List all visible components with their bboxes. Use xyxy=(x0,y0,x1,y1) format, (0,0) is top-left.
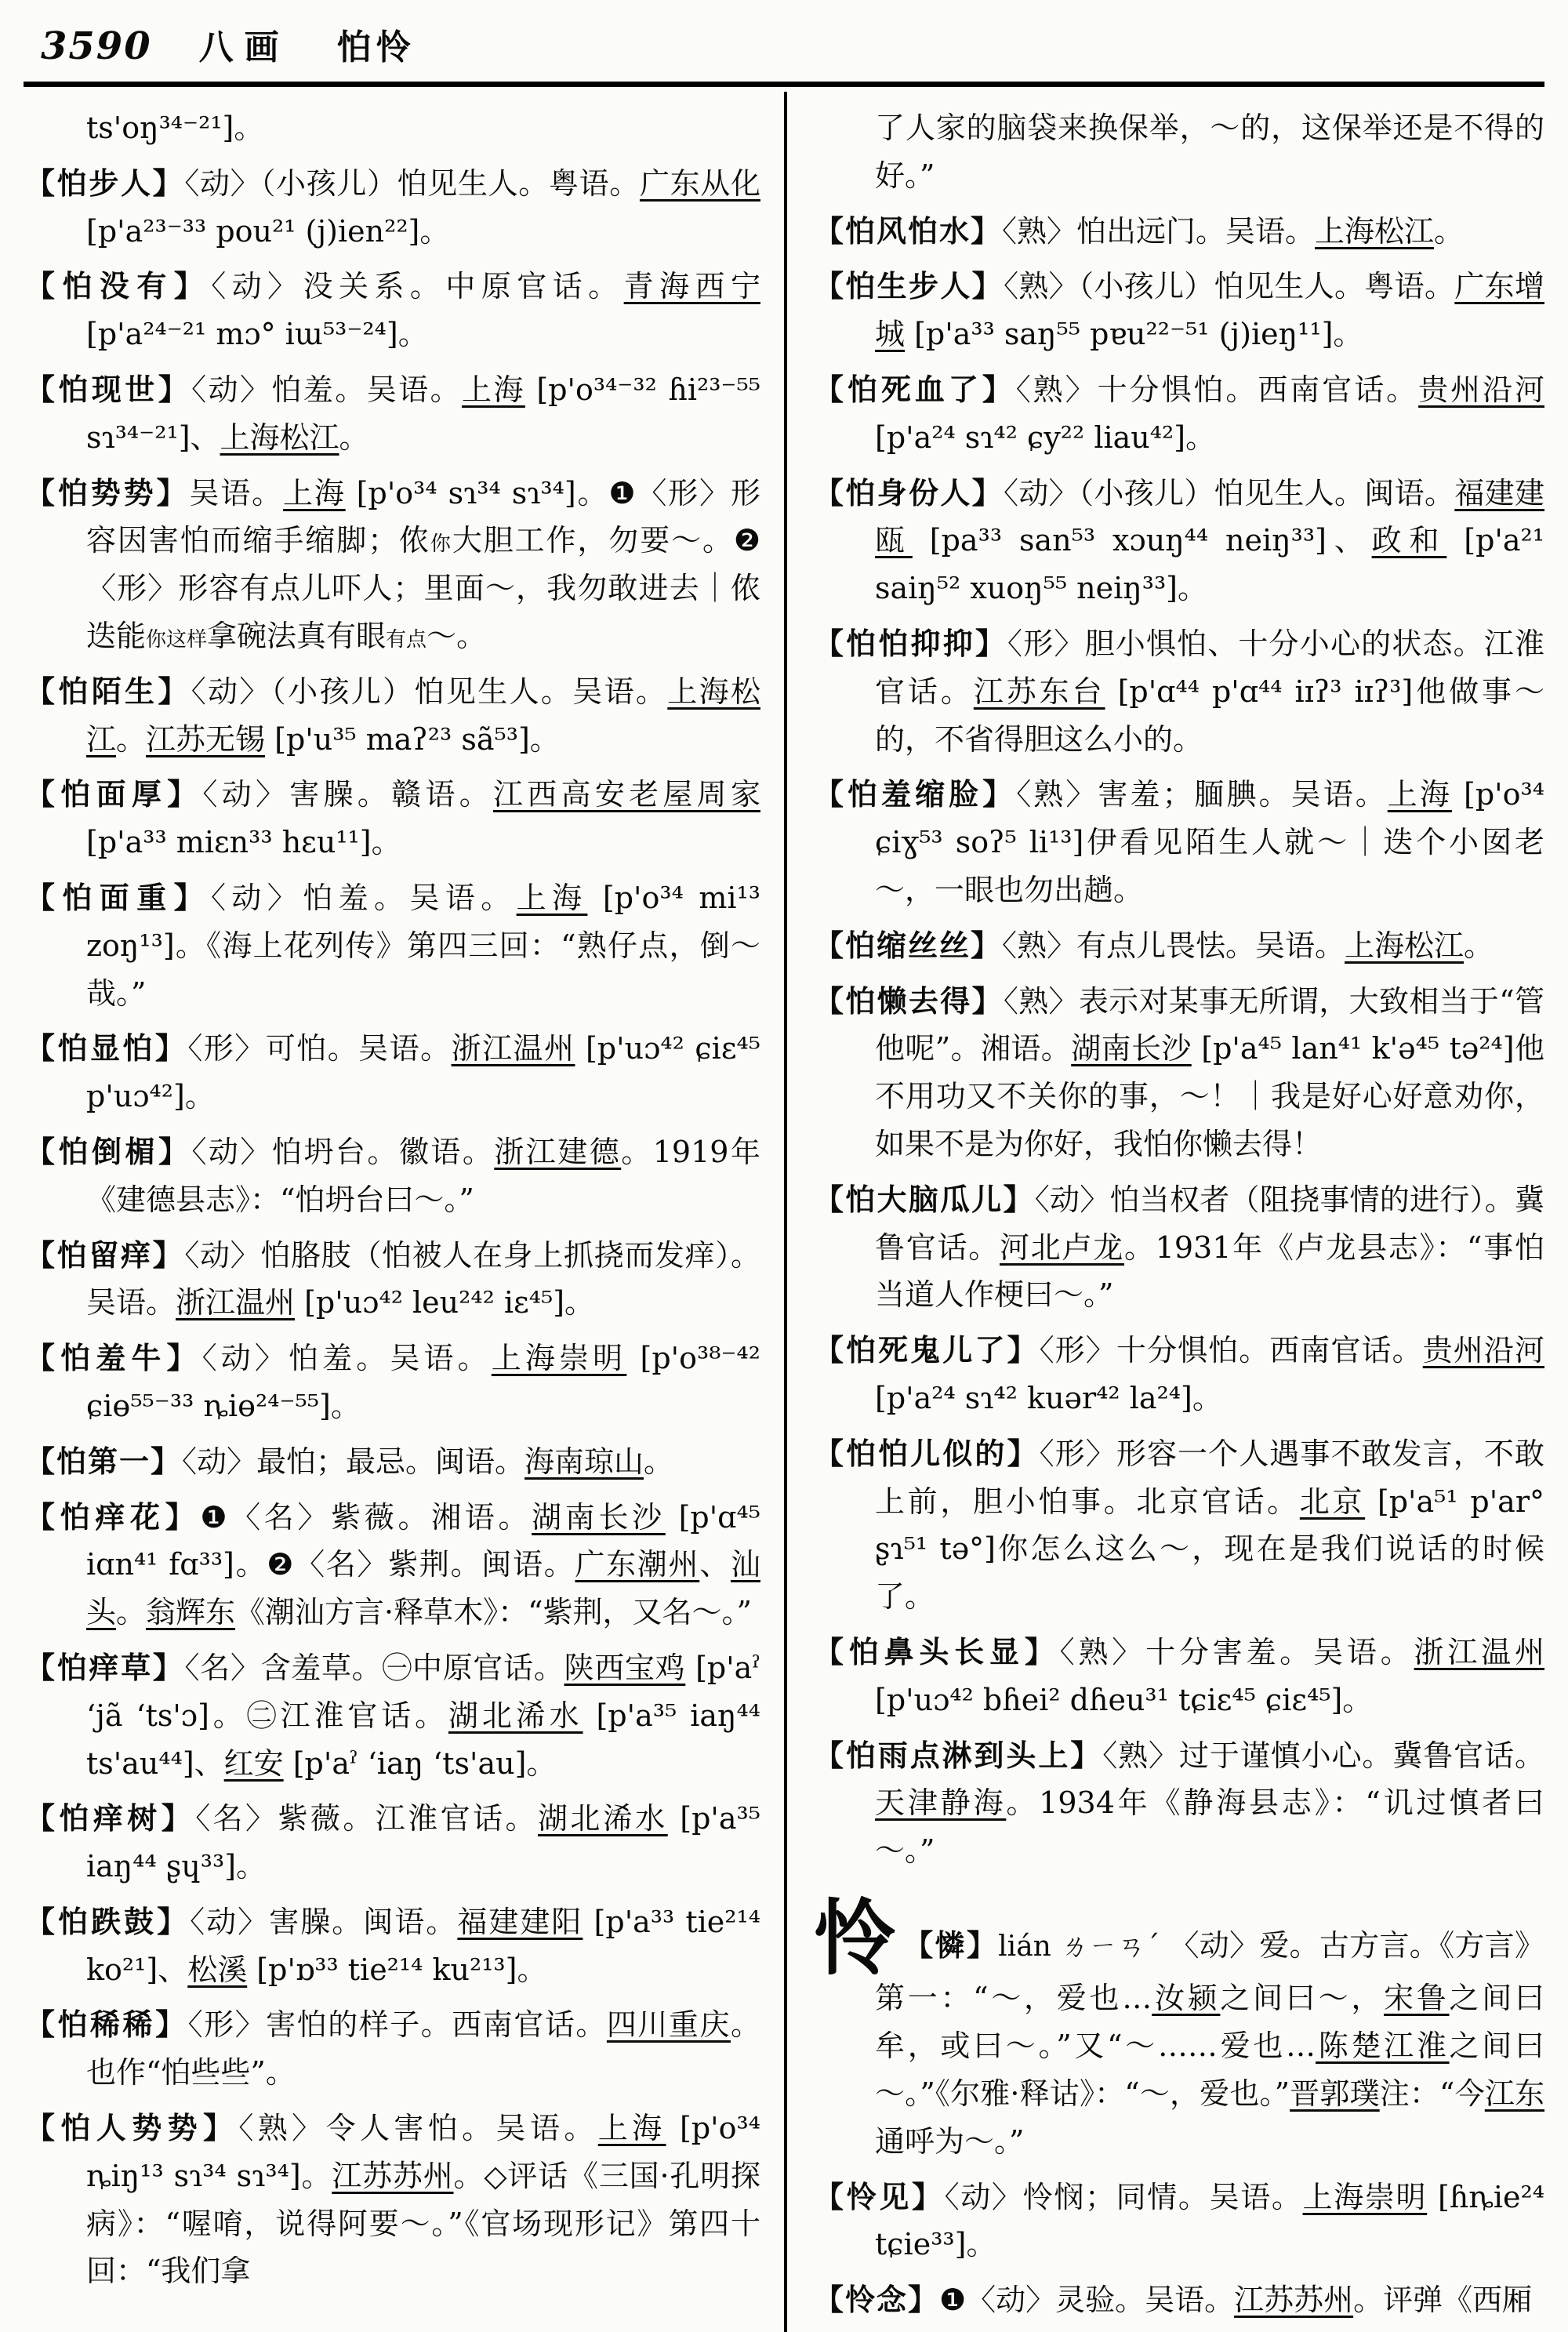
entry-definition: 〈动〉怕胳肢（怕被人在身上抓挠而发痒）。吴语。浙江温州 [p'uɔ⁴² leu²⁴² iɛ⁴⁵]。 xyxy=(86,1237,760,1320)
entry-headword: 【怕羞缩脸】 xyxy=(814,776,1017,812)
entry-headword: 【怕陌生】 xyxy=(25,673,191,709)
entry-definition: 〈动〉怕羞。吴语。上海崇明 [p'o³⁸⁻⁴² ɕiɵ⁵⁵⁻³³ ȵiɵ²⁴⁻⁵⁵]。 xyxy=(86,1341,760,1423)
dictionary-entry xyxy=(25,1128,760,1224)
page-header xyxy=(24,16,1544,82)
pronunciation: lián ㄌㄧㄢˊ xyxy=(998,1930,1170,1963)
dictionary-entry xyxy=(25,470,760,660)
dictionary-entry xyxy=(25,1335,760,1430)
dictionary-entry xyxy=(814,366,1544,462)
entry-headword: 【怕怕抑抑】 xyxy=(814,625,1008,661)
continuation-text xyxy=(25,104,760,152)
entry-headword: 【怕雨点淋到头上】 xyxy=(814,1737,1103,1773)
entry-definition: 〈动〉怜悯；同情。吴语。上海崇明 [ɦȵie²⁴ tɕie³³]。 xyxy=(875,2179,1544,2262)
entry-definition: ❶〈动〉灵验。吴语。江苏苏州。评弹《西厢 xyxy=(939,2283,1533,2318)
entry-definition: 〈动〉害臊。赣语。江西高安老屋周家 [p'a³³ miɛn³³ hɛu¹¹]。 xyxy=(86,777,760,860)
entry-definition: 〈熟〉过于谨慎小心。冀鲁官话。天津静海。1934年《静海县志》：“讥过慎者曰～。” xyxy=(875,1738,1544,1869)
dictionary-entry xyxy=(814,620,1544,763)
entry-headword: 【怕倒楣】 xyxy=(25,1133,192,1169)
entry-headword: 【怕痒花】 xyxy=(25,1498,201,1535)
entry-definition: 〈熟〉（小孩儿）怕见生人。粤语。广东增城 [p'a³³ saŋ⁵⁵ pɐu²²⁻⁵¹ (j)ieŋ¹¹]。 xyxy=(875,269,1544,352)
stroke-count-section: 八画 xyxy=(198,27,290,67)
entry-definition: 〈动〉怕当权者（阻挠事情的进行）。冀鲁官话。河北卢龙。1931年《卢龙县志》：“事怕当道人作梗曰～。” xyxy=(875,1182,1544,1313)
dictionary-entry xyxy=(814,1629,1544,1724)
dictionary-entry xyxy=(25,668,760,764)
entry-headword: 【怕第一】 xyxy=(25,1443,183,1479)
entry-definition: ❶〈名〉紫薇。湘语。湖南长沙 [p'ɑ⁴⁵ iɑn⁴¹ fɑ³³]。❷〈名〉紫荆。闽语。广东潮州、汕头。翁辉东《潮汕方言·释草木》：“紫荆，又名～。” xyxy=(86,1499,760,1630)
dictionary-entry xyxy=(25,1232,760,1328)
traditional-form: 【憐】 xyxy=(903,1927,999,1963)
entry-headword: 【怕留痒】 xyxy=(25,1237,185,1273)
dictionary-entry xyxy=(25,1025,760,1121)
entry-definition: 〈熟〉表示对某事无所谓，大致相当于“管他呢”。湘语。湖南长沙 [p'a⁴⁵ lan⁴¹ k'ə⁴⁵ tə²⁴]他不用功又不关你的事，～！｜我是好心好意劝你，如果不是为你好，我怕你懒去得！ xyxy=(875,983,1544,1161)
dictionary-entry xyxy=(25,2105,760,2295)
head-character: 怜 xyxy=(814,1889,896,1986)
entry-headword: 【怕现世】 xyxy=(25,371,192,407)
entry-headword: 【怕稀稀】 xyxy=(25,2007,188,2043)
entry-headword: 【怕风怕水】 xyxy=(814,212,1003,249)
entry-definition: 〈熟〉有点儿畏怯。吴语。上海松江。 xyxy=(1002,928,1494,963)
entry-definition: 〈动〉（小孩儿）怕见生人。吴语。上海松江。江苏无锡 [p'u³⁵ maʔ²³ sã⁵³]。 xyxy=(86,674,760,757)
right-column xyxy=(784,92,1544,2332)
entry-headword: 【怕步人】 xyxy=(25,165,185,201)
entry-definition: 〈动〉怕坍台。徽语。浙江建德。1919年《建德县志》：“怕坍台曰～。” xyxy=(86,1134,760,1217)
entry-definition: 吴语。上海 [p'o³⁴ sɿ³⁴ sɿ³⁴]。❶〈形〉形容因害怕而缩手缩脚；侬你大胆工作，勿要～。❷〈形〉形容有点儿吓人；里面～，我勿敢进去｜侬迭能你这样拿碗法真有眼有点～。 xyxy=(86,475,760,653)
entry-headword: 【怜念】 xyxy=(814,2282,940,2318)
dictionary-entry xyxy=(25,874,760,1017)
entry-definition: 了人家的脑袋来换保举，～的，这保举还是不得的好。” xyxy=(875,111,1544,193)
dictionary-entry xyxy=(814,263,1544,358)
entry-definition: 〈形〉害怕的样子。西南官话。四川重庆。也作“怕些些”。 xyxy=(86,2007,760,2090)
dictionary-entry xyxy=(814,2276,1544,2324)
dictionary-entry xyxy=(25,263,760,358)
dictionary-entry xyxy=(25,2001,760,2097)
dictionary-entry xyxy=(814,208,1544,256)
dictionary-entry xyxy=(25,1644,760,1787)
dictionary-entry xyxy=(25,1898,760,1994)
entry-definition: 〈熟〉怕出远门。吴语。上海松江。 xyxy=(1002,213,1465,249)
dictionary-entry xyxy=(814,978,1544,1168)
dictionary-entry xyxy=(814,922,1544,970)
continuation-text xyxy=(814,104,1544,200)
entry-headword: 【怕痒树】 xyxy=(25,1800,196,1836)
entry-definition: 〈熟〉十分害羞。吴语。浙江温州 [p'uɔ⁴² bɦei² dɦeu³¹ tɕiɛ⁴⁵ ɕiɛ⁴⁵]。 xyxy=(875,1634,1544,1717)
entry-headword: 【怕鼻头长显】 xyxy=(814,1633,1060,1669)
entry-headword: 【怕羞牛】 xyxy=(25,1340,202,1376)
entry-headword: 【怕跌鼓】 xyxy=(25,1903,191,1939)
dictionary-entry xyxy=(814,2174,1544,2269)
entry-headword: 【怕人势势】 xyxy=(25,2110,239,2146)
dictionary-entry xyxy=(25,771,760,866)
dictionary-entry xyxy=(814,470,1544,612)
entry-definition: 〈动〉爱。古方言。《方言》第一：“～，爱也…汝颍之间曰～，宋鲁之间曰牟，或曰～。”又“～……爱也…陈楚江淮之间曰～。”《尔雅·释诂》：“～，爱也。”晋郭璞注：“今江东通呼为～。” xyxy=(875,1927,1544,2159)
entry-definition: ts'oŋ³⁴⁻²¹]。 xyxy=(86,111,264,145)
dictionary-entry xyxy=(814,1732,1544,1875)
entry-definition: 〈动〉害臊。闽语。福建建阳 [p'a³³ tie²¹⁴ ko²¹]、松溪 [p'ɒ³³ tie²¹⁴ ku²¹³]。 xyxy=(86,1904,760,1987)
entry-definition: 〈形〉可怕。吴语。浙江温州 [p'uɔ⁴² ɕiɛ⁴⁵ p'uɔ⁴²]。 xyxy=(86,1031,760,1114)
entry-definition: 〈动〉怕羞。吴语。上海 [p'o³⁴⁻³² ɦi²³⁻⁵⁵ sɿ³⁴⁻²¹]、上海松江。 xyxy=(86,372,760,455)
entry-headword: 【怕死血了】 xyxy=(814,371,1016,407)
dictionary-entry xyxy=(25,1438,760,1486)
entry-definition: 〈动〉（小孩儿）怕见生人。闽语。福建建瓯 [pa³³ san⁵³ xɔuŋ⁴⁴ neiŋ³³]、政和 [p'a²¹ saiŋ⁵² xuoŋ⁵⁵ neiŋ³³]。 xyxy=(875,475,1544,606)
header-rule xyxy=(24,82,1544,87)
entry-headword: 【怕死鬼儿了】 xyxy=(814,1332,1040,1368)
dictionary-entry xyxy=(814,771,1544,914)
entry-headword: 【怜见】 xyxy=(814,2178,945,2214)
entry-definition: 〈形〉形容一个人遇事不敢发言，不敢上前，胆小怕事。北京官话。北京 [p'a⁵¹ p'ar° ʂɿ⁵¹ tə°]你怎么这么～，现在是我们说话的时候了。 xyxy=(875,1436,1544,1615)
entry-headword: 【怕面厚】 xyxy=(25,776,203,812)
page-number: 3590 xyxy=(41,24,152,68)
entry-definition: 〈形〉胆小惧怕、十分小心的状态。江淮官话。江苏东台 [p'ɑ⁴⁴ p'ɑ⁴⁴ iɪʔ³ iɪʔ³]他做事～的，不省得胆这么小的。 xyxy=(875,626,1544,757)
entry-definition: 〈名〉紫薇。江淮官话。湖北浠水 [p'a³⁵ iaŋ⁴⁴ ʂɥ³³]。 xyxy=(86,1801,760,1884)
entry-definition: 〈形〉十分惧怕。西南官话。贵州沿河 [p'a²⁴ sɿ⁴² kuər⁴² la²⁴]。 xyxy=(875,1333,1544,1415)
entry-headword: 【怕缩丝丝】 xyxy=(814,927,1003,963)
two-column-body xyxy=(24,92,1544,2332)
entry-definition: 〈动〉最怕；最忌。闽语。海南琼山。 xyxy=(182,1444,674,1479)
entry-headword: 【怕大脑瓜儿】 xyxy=(814,1181,1035,1217)
entry-headword: 【怕痒草】 xyxy=(25,1649,185,1685)
dictionary-entry xyxy=(814,1430,1544,1621)
entry-headword: 【怕面重】 xyxy=(25,879,211,915)
entry-definition: 〈动〉没关系。中原官话。青海西宁 [p'a²⁴⁻²¹ mɔ° iɯ⁵³⁻²⁴]。 xyxy=(86,269,760,352)
entry-headword: 【怕生步人】 xyxy=(814,268,1004,304)
entry-definition: 〈熟〉害羞；腼腆。吴语。上海 [p'o³⁴ ɕiɣ⁵³ soʔ⁵ li¹³]伊看见陌生人就～｜迭个小囡老～，一眼也勿出趟。 xyxy=(875,777,1544,907)
left-column xyxy=(24,92,784,2332)
dictionary-entry xyxy=(25,366,760,462)
entry-definition: 〈动〉（小孩儿）怕见生人。粤语。广东从化 [p'a²³⁻³³ pou²¹ (j)ien²²]。 xyxy=(86,165,760,249)
entry-headword: 【怕没有】 xyxy=(25,268,212,304)
running-head-characters: 怕怜 xyxy=(336,27,416,67)
dictionary-entry xyxy=(25,1795,760,1891)
dictionary-entry xyxy=(25,1494,760,1636)
entry-headword: 【怕势势】 xyxy=(25,474,190,510)
entry-definition: 〈熟〉十分惧怕。西南官话。贵州沿河 [p'a²⁴ sɿ⁴² ɕy²² liau⁴²]。 xyxy=(875,372,1544,455)
entry-headword: 【怕怕儿似的】 xyxy=(814,1435,1040,1471)
entry-headword: 【怕身份人】 xyxy=(814,474,1004,510)
entry-headword: 【怕懒去得】 xyxy=(814,983,1004,1019)
entry-definition: 〈名〉含羞草。㊀中原官话。陕西宝鸡 [p'aˀ ʻjã ʻts'ɔ]。㊁江淮官话。湖北浠水 [p'a³⁵ iaŋ⁴⁴ ts'au⁴⁴]、红安 [p'aˀ ʻiaŋ ʻts'au]。 xyxy=(86,1650,760,1781)
head-character-entry xyxy=(814,1889,1544,2166)
dictionary-entry xyxy=(25,160,760,256)
entry-definition: 〈动〉怕羞。吴语。上海 [p'o³⁴ mi¹³ zoŋ¹³]。《海上花列传》第四三回：“熟仔点，倒～哉。” xyxy=(86,880,760,1011)
entry-headword: 【怕显怕】 xyxy=(25,1030,188,1066)
entry-definition: 〈熟〉令人害怕。吴语。上海 [p'o³⁴ ȵiŋ¹³ sɿ³⁴ sɿ³⁴]。江苏苏州。◇评话《三国·孔明探病》：“喔唷，说得阿要～。”《官场现形记》第四十回：“我们拿 xyxy=(86,2111,760,2289)
dictionary-entry xyxy=(814,1176,1544,1319)
dictionary-entry xyxy=(814,1327,1544,1422)
